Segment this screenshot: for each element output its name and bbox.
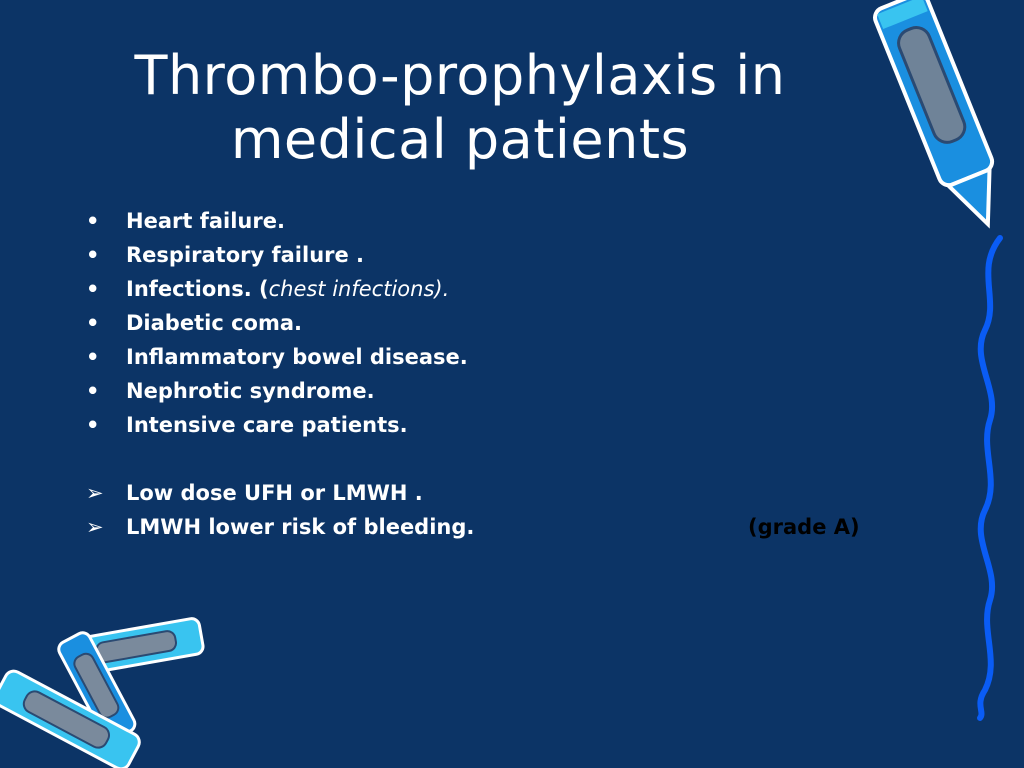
arrow-bullet-icon: ➢ [86, 515, 104, 539]
bullet-item [86, 340, 906, 374]
squiggle-line-icon [980, 238, 1000, 718]
bullet-text: Heart failure. [126, 209, 285, 233]
crayon-top-right-icon [872, 0, 1014, 235]
bullet-text: Infections. ( [126, 277, 269, 301]
bullet-marker: • [86, 209, 100, 233]
bullet-text-container [126, 272, 449, 306]
bullet-text: Diabetic coma. [126, 311, 302, 335]
arrow-text: Low dose UFH or LMWH . [126, 481, 423, 505]
bullet-item [86, 272, 906, 306]
arrow-item [86, 510, 906, 544]
title-line-2: medical patients [230, 108, 690, 171]
bullet-text: Respiratory failure . [126, 243, 365, 267]
bullet-marker: • [86, 277, 100, 301]
arrow-item [86, 476, 906, 510]
bullet-item [86, 204, 906, 238]
slide-title [60, 44, 860, 172]
title-line-1: Thrombo-prophylaxis in [134, 44, 786, 107]
bullet-text: Inflammatory bowel disease. [126, 345, 468, 369]
bullet-text: Intensive care patients. [126, 413, 408, 437]
arrow-bullet-icon: ➢ [86, 481, 104, 505]
bullet-item [86, 408, 906, 442]
bullet-marker: • [86, 345, 100, 369]
grade-label: (grade A) [748, 515, 860, 539]
slide-content [86, 204, 906, 544]
bullet-text-italic: chest infections). [268, 277, 450, 301]
bullet-item [86, 374, 906, 408]
bullet-item [86, 306, 906, 340]
bullet-item [86, 238, 906, 272]
bullet-marker: • [86, 413, 100, 437]
bullet-text: Nephrotic syndrome. [126, 379, 375, 403]
spacer [86, 442, 906, 476]
bullet-marker: • [86, 311, 100, 335]
arrow-text: LMWH lower risk of bleeding. [126, 515, 475, 539]
crayons-bottom-left-icon [0, 617, 204, 768]
bullet-marker: • [86, 243, 100, 267]
bullet-marker: • [86, 379, 100, 403]
